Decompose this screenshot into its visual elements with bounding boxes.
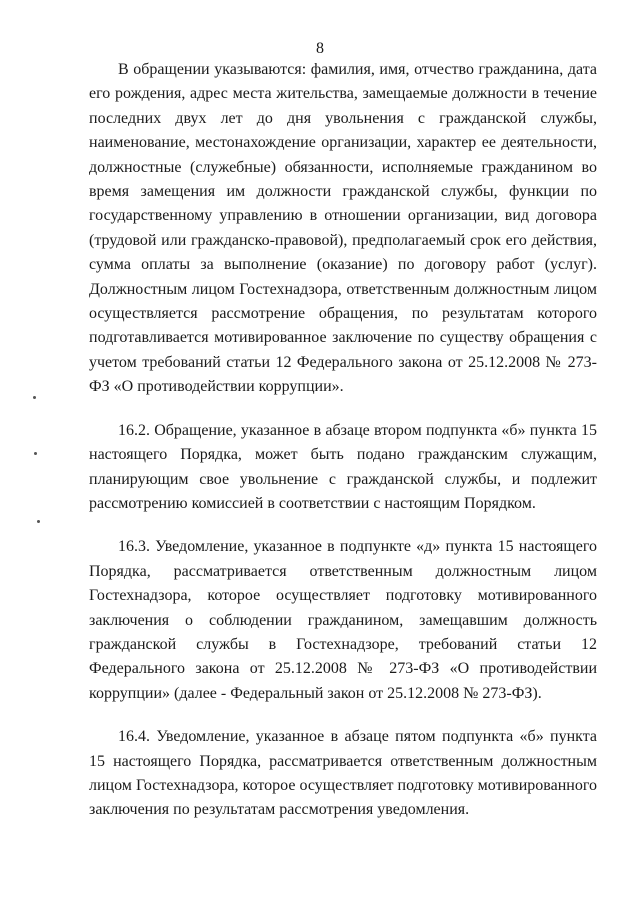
paragraph-16-2: 16.2. Обращение, указанное в абзаце втором подпункта «б» пункта 15 настоящего Порядка, может быть подано гражданским служащим, планирующим свое увольнение с гражданской службы, и подлежит рассмотрению комиссией в соответствии с настоящим Порядком.	[89, 421, 597, 512]
paragraph-intro: В обращении указываются: фамилия, имя, отчество гражданина, дата его рождения, адрес места жительства, замещаемые должности в течение последних двух лет до дня увольнения с гражданской службы, наименование, местонахождение организации, характер ее деятельности, должностные (служебные) обязанности, исполняемые гражданином во время замещения им должности гражданской службы, функции по государственному управлению в отношении организации, вид договора (трудовой или гражданско-правовой), предполагаемый срок его действия, сумма оплаты за выполнение (оказание) по договору работ (услуг). Должностным лицом Гостехнадзора, ответственным должностным лицом осуществляется рассмотрение обращения, по результатам которого подготавливается мотивированное заключение по существу обращения с учетом требований статьи 12 Федерального закона от 25.12.2008 № 273-ФЗ «О противодействии коррупции».	[89, 61, 597, 396]
paragraph-16-4: 16.4. Уведомление, указанное в абзаце пятом подпункта «б» пункта 15 настоящего Порядка, рассматривается ответственным должностным лицом Гостехнадзора, которое осуществляет подготовку мотивированного заключения по результатам рассмотрения уведомления.	[89, 728, 597, 819]
paragraph-16-3: 16.3. Уведомление, указанное в подпункте «д» пункта 15 настоящего Порядка, рассматривается ответственным должностным лицом Гостехнадзора, которое осуществляет подготовку мотивированного заключения о соблюдении гражданином, замещавшим должность гражданской службы в Гостехнадзоре, требований статьи 12 Федерального закона от 25.12.2008 № 273-ФЗ «О противодействии коррупции» (далее - Федеральный закон от 25.12.2008 № 273-ФЗ).	[89, 538, 597, 702]
scan-speck	[37, 520, 40, 523]
scan-speck	[33, 396, 36, 399]
document-body	[89, 58, 597, 823]
page-number: 8	[316, 40, 324, 57]
scan-speck	[34, 452, 37, 455]
